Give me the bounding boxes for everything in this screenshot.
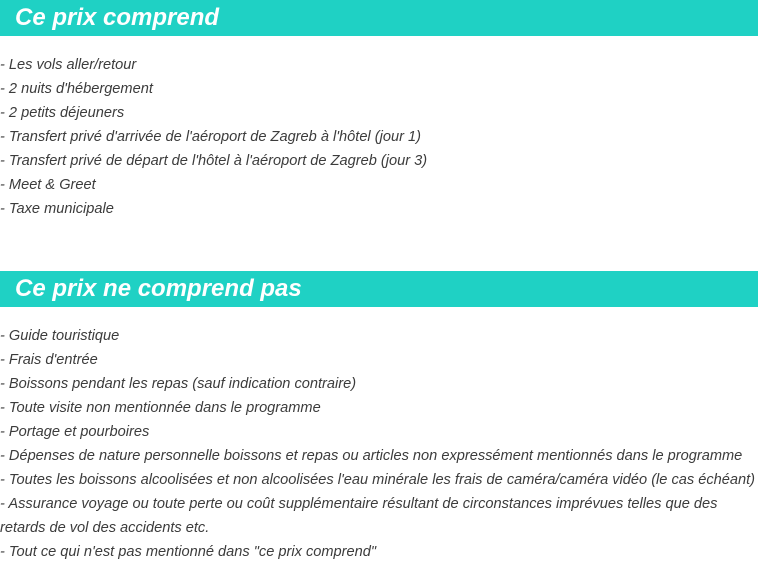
excluded-item: - Dépenses de nature personnelle boissons et repas ou articles non expressément mentionnés dans le programme (0, 448, 743, 464)
excluded-item: - Guide touristique (0, 328, 120, 344)
included-item: - 2 nuits d'hébergement (0, 81, 153, 97)
included-section-title: Ce prix comprend (0, 0, 758, 36)
included-item: - Meet & Greet (0, 177, 96, 193)
excluded-item: - Tout ce qui n'est pas mentionné dans "ce prix comprend" (0, 544, 377, 560)
excluded-item: - Boissons pendant les repas (sauf indication contraire) (0, 376, 357, 392)
included-item: - Les vols aller/retour (0, 57, 137, 73)
excluded-item: - Frais d'entrée (0, 352, 98, 368)
excluded-item: - Toutes les boissons alcoolisées et non alcoolisées l'eau minérale les frais de caméra/caméra vidéo (le cas échéant) (0, 472, 756, 488)
included-item: - Transfert privé de départ de l'hôtel à l'aéroport de Zagreb (jour 3) (0, 153, 428, 169)
excluded-item: - Portage et pourboires (0, 424, 150, 440)
included-list (0, 53, 758, 221)
excluded-item: - Toute visite non mentionnée dans le programme (0, 400, 321, 416)
excluded-item: - Assurance voyage ou toute perte ou coût supplémentaire résultant de circonstances imprévues telles que des retards de vol des accidents etc. (0, 496, 718, 536)
excluded-list (0, 324, 758, 564)
included-item: - Transfert privé d'arrivée de l'aéroport de Zagreb à l'hôtel (jour 1) (0, 129, 421, 145)
included-item: - Taxe municipale (0, 201, 114, 217)
included-item: - 2 petits déjeuners (0, 105, 125, 121)
excluded-section-title: Ce prix ne comprend pas (0, 271, 758, 307)
